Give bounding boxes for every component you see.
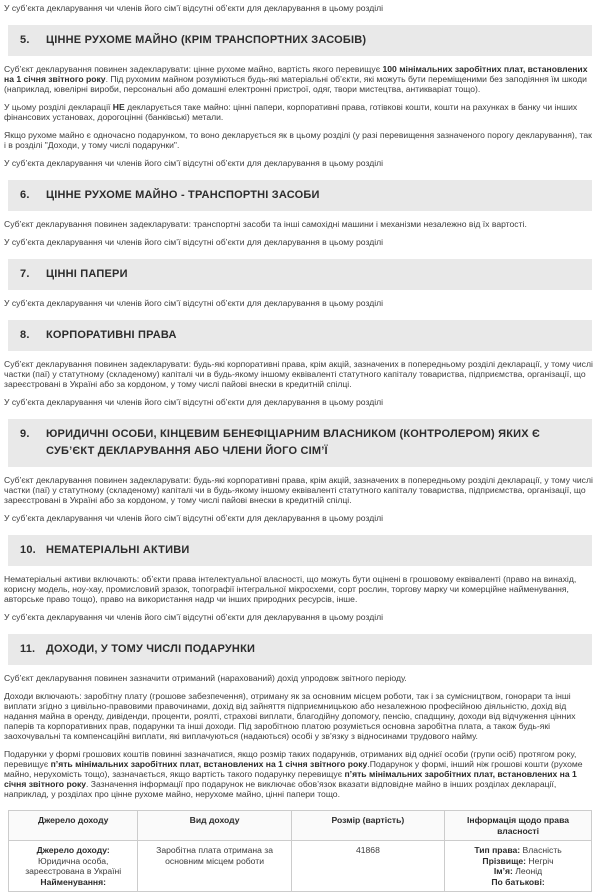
income-table-body [9, 841, 592, 892]
text-run: Подарунки у формі грошових коштів повинні зазначатися, якщо розмір таких подарунків, отриманих від однієї особи (групи осіб) протягом року, перевищує [4, 749, 577, 770]
section-body [0, 298, 600, 308]
cell-line [297, 845, 439, 856]
section-paragraph [4, 673, 596, 683]
section-title: КОРПОРАТИВНІ ПРАВА [46, 329, 177, 342]
section [0, 419, 600, 523]
cell-line [450, 866, 586, 877]
section [0, 259, 600, 308]
text-run: Суб’єкт декларування повинен задекларувати: цінне рухоме майно, вартість якого перевищує [4, 64, 383, 75]
section-header-bar [8, 180, 592, 211]
cell-line [14, 845, 132, 856]
section-header-bar [8, 320, 592, 351]
text-run: Леонід [512, 866, 543, 877]
section-paragraph [4, 574, 596, 604]
bold-text-run: Найменування: [40, 876, 106, 887]
section-title: ЦІННЕ РУХОМЕ МАЙНО - ТРАНСПОРТНІ ЗАСОБИ [46, 189, 320, 202]
section-number: 6. [20, 189, 30, 202]
bold-text-run: п’ять мінімальних заробітних плат, встановлених на 1 січня звітного року [4, 769, 577, 790]
bold-text-run: Тип права: [474, 845, 521, 856]
text-run: . Під рухомим майном розуміються будь-які матеріальні об’єкти, які можуть бути переміщеними без заподіяння їм шкоди (наприклад, ювелірні вироби, персональні або домашні електронні пристрої, одяг, твори мистецтва, антикваріат тощо). [4, 74, 587, 95]
no-objects-note: У суб’єкта декларування чи членів його сім’ї відсутні об’єкти для декларування в цьому розділі [4, 298, 384, 309]
section-paragraph [4, 475, 596, 505]
section-title: НЕМАТЕРІАЛЬНІ АКТИВИ [46, 544, 190, 557]
no-objects-note: У суб’єкта декларування чи членів його сім’ї відсутні об’єкти для декларування в цьому розділі [4, 3, 384, 13]
section-body [0, 219, 600, 247]
section-paragraph [4, 749, 596, 799]
income-table-column-header: Джерело доходу [9, 811, 138, 841]
section-body [0, 64, 600, 168]
text-run: Негріч [525, 855, 554, 866]
section [0, 634, 600, 799]
bold-text-run: Прізвище: [482, 855, 526, 866]
bold-text-run: 100 мінімальних заробітних плат, встановлених на 1 січня звітного року [4, 64, 588, 85]
text-run: Доходи включають: заробітну плату (грошове забезпечення), отриману як за основним місцем роботи, так і за сумісництвом, гонорари та інші виплати згідно з цивільно-правовими правочинами, дохід від зайняття підприємницькою або незалежною професійною діяльністю, дохід від надання майна в оренду, дивіденди, проценти, роялті, страхові виплати, благодійну допомогу, пенсію, спадщину, доходи від відчуження цінних паперів та корпоративних прав, подарунки та інші доходи. Під заробітною платою розуміється основна заробітна плата, а також будь-які заохочувальні та компенсаційні виплати, які виплачуються (надаються) особі у зв’язку з відносинами трудового найму. [4, 691, 576, 742]
income-table-header-row [9, 811, 592, 841]
section-number: 10. [20, 544, 36, 557]
income-table-column-header: Інформація щодо права власності [445, 811, 592, 841]
section-paragraph [4, 64, 596, 94]
income-table-cell [9, 841, 138, 892]
section-header-bar [8, 634, 592, 665]
section-paragraph [4, 219, 596, 229]
bold-text-run: По батькові: [491, 876, 545, 887]
income-table-cell [445, 841, 592, 892]
text-run: Заробітна плата отримана за основним місцем роботи [156, 845, 274, 866]
section-title: ЦІННІ ПАПЕРИ [46, 268, 128, 281]
section-header-bar [8, 535, 592, 566]
section-paragraph [4, 691, 596, 741]
section [0, 535, 600, 622]
text-run: 41868 [355, 845, 380, 856]
section-number: 7. [20, 268, 30, 281]
no-objects-note: У суб’єкта декларування чи членів його сім’ї відсутні об’єкти для декларування в цьому розділі [4, 397, 384, 408]
section-title: ЮРИДИЧНІ ОСОБИ, КІНЦЕВИМ БЕНЕФІЦІАРНИМ ВЛАСНИКОМ (КОНТРОЛЕРОМ) ЯКИХ Є СУБ’ЄКТ ДЕКЛАРУВАННЯ АБО ЧЛЕНИ ЙОГО СІМ’Ї [46, 428, 541, 458]
text-run: У цьому розділі декларації [4, 102, 113, 113]
income-table-cell [291, 841, 444, 892]
text-run: декларується таке майно: цінні папери, корпоративні права, готівкові кошти, кошти на рахунках в банку чи інших фінансових установах, дорогоцінні (банківські) метали. [4, 102, 578, 123]
cell-line [143, 845, 285, 866]
section [0, 25, 600, 168]
section-number: 9. [20, 428, 30, 441]
income-table-column-header: Розмір (вартість) [291, 811, 444, 841]
income-table-cell [138, 841, 291, 892]
text-run: Якщо рухоме майно є одночасно подарунком, то воно декларується як в цьому розділі (у разі перевищення зазначеного порогу декларування), так і в розділі "Доходи, у тому числі подарунки". [4, 130, 592, 151]
bold-text-run: НЕ [112, 102, 125, 113]
section-paragraph [4, 102, 596, 122]
section-title: ДОХОДИ, У ТОМУ ЧИСЛІ ПОДАРУНКИ [46, 643, 256, 656]
text-run: Суб’єкт декларування повинен задекларувати: будь-які корпоративні права, крім акцій, зазначених в попередньому розділі декларації, у тому числі частки (паї) у статутному (складеному) капіталі чи в будь-якому іншому еквіваленті статутного капіталу товариства, підприємства, організації, що зареєстровані в Україні або за кордоном, у тому числі пайові внески в кредитній спілці. [4, 475, 593, 506]
section-paragraph [4, 359, 596, 389]
section-body [0, 475, 600, 523]
no-objects-note: У суб’єкта декларування чи членів його сім’ї відсутні об’єкти для декларування в цьому розділі [4, 158, 384, 169]
bold-text-run: Джерело доходу: [36, 845, 110, 856]
section-header-bar [8, 25, 592, 56]
section-number: 5. [20, 34, 30, 46]
section [0, 320, 600, 407]
income-table [8, 810, 592, 892]
text-run: .Подарунок у формі, інший ніж грошові кошти (рухоме майно, нерухомість тощо), зазначається, якщо вартість такого подарунку перевищує [4, 759, 583, 780]
section-number: 11. [20, 643, 36, 656]
section-header-bar [8, 259, 592, 290]
section-title: ЦІННЕ РУХОМЕ МАЙНО (КРІМ ТРАНСПОРТНИХ ЗАСОБІВ) [46, 34, 367, 46]
income-table-wrap [8, 810, 592, 887]
bold-text-run: п’ять мінімальних заробітних плат, встановлених на 1 січня звітного року [50, 759, 368, 770]
sections-container [0, 25, 600, 799]
cell-line [14, 877, 132, 888]
section-paragraph [4, 130, 596, 150]
text-run: Суб’єкт декларування повинен зазначити отриманий (нарахований) дохід упродовж звітного періоду. [4, 673, 407, 684]
text-run: . Зазначення інформації про подарунок не виключає обов’язок вказати відповідне майно в інших розділах декларації, наприклад, у розділах про цінне рухоме майно, нерухоме майно, цінні папери тощо. [4, 779, 557, 800]
declaration-document [0, 3, 600, 887]
income-table-row [9, 841, 592, 892]
cell-line [450, 856, 586, 867]
cell-line [450, 877, 586, 888]
text-run: Власність [520, 845, 562, 856]
section-number: 8. [20, 329, 30, 342]
no-objects-note: У суб’єкта декларування чи членів його сім’ї відсутні об’єкти для декларування в цьому розділі [4, 237, 384, 248]
section-body [0, 673, 600, 799]
income-table-column-header: Вид доходу [138, 811, 291, 841]
text-run: Суб’єкт декларування повинен задекларувати: транспортні засоби та інші самохідні машини і механізми незалежно від їх вартості. [4, 219, 527, 230]
text-run: Суб’єкт декларування повинен задекларувати: будь-які корпоративні права, крім акцій, зазначених в попередньому розділі декларації, у тому числі частки (паї) у статутному (складеному) капіталі чи в будь-якому іншому еквіваленті статутного капіталу товариства, підприємства, організації, що зареєстровані в Україні або за кордоном, у тому числі пайові внески в кредитній спілці. [4, 359, 593, 390]
section-header-bar [8, 419, 592, 467]
text-run: Юридична особа, зареєстрована в Україні [25, 855, 122, 877]
section [0, 180, 600, 247]
no-objects-note: У суб’єкта декларування чи членів його сім’ї відсутні об’єкти для декларування в цьому розділі [4, 513, 384, 524]
section-body [0, 574, 600, 622]
cell-line [450, 845, 586, 856]
bold-text-run: Ім’я: [493, 866, 513, 877]
no-objects-note: У суб’єкта декларування чи членів його сім’ї відсутні об’єкти для декларування в цьому розділі [4, 612, 384, 623]
text-run: Нематеріальні активи включають: об’єкти права інтелектуальної власності, що можуть бути оцінені в грошовому еквіваленті (право на винахід, корисну модель, ноу-хау, промисловий зразок, топографії інтегральної мікросхеми, сорт рослин, торгову марку чи комерційне найменування, авторське право тощо), право на використання надр чи інших природних ресурсів, інше. [4, 574, 577, 605]
section-body [0, 359, 600, 407]
cell-line [14, 856, 132, 877]
